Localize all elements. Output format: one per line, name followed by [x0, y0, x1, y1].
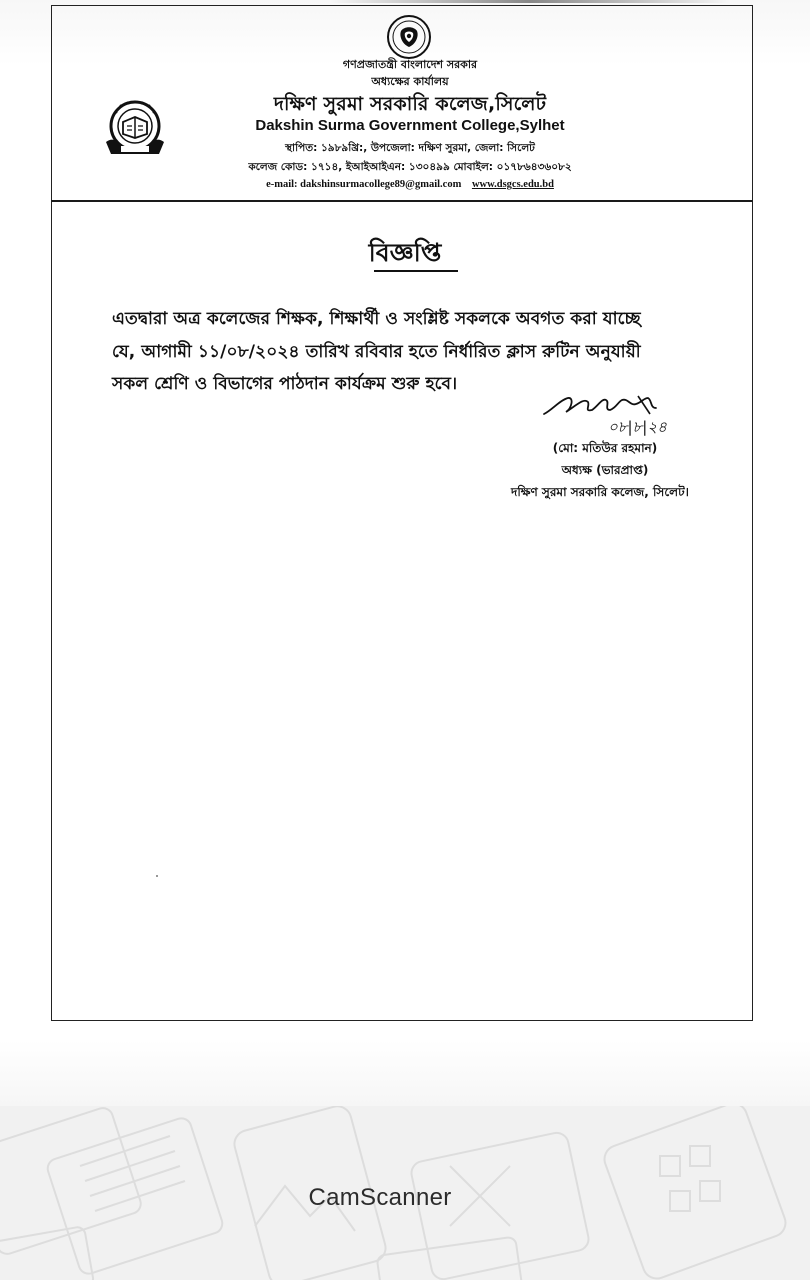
header-divider — [51, 200, 753, 202]
email-text: e-mail: dakshinsurmacollege89@gmail.com — [266, 179, 462, 190]
signer-title: অধ্যক্ষ (ভারপ্রাপ্ত) — [561, 463, 649, 477]
scan-top-edge-shadow — [330, 0, 730, 3]
handwritten-signature — [538, 392, 678, 438]
signer-name: (মো: মতিউর রহমান) — [552, 441, 658, 455]
handwritten-date: ০৮|৮|২৪ — [608, 418, 667, 436]
notice-body-line: সকল শ্রেণি ও বিভাগের পাঠদান কার্যক্রম শুরু হবে। — [112, 374, 458, 394]
bangladesh-national-emblem-icon — [386, 14, 432, 60]
college-name-english: Dakshin Surma Government College,Sylhet — [255, 117, 565, 134]
college-codes-line: কলেজ কোড: ১৭১৪, ইআইআইএন: ১৩০৪৯৯ মোবাইল: ০১৭৮৬৪৩৬০৮২ — [248, 161, 572, 173]
camscanner-footer — [0, 1106, 810, 1280]
camscanner-watermark: CamScanner — [308, 1184, 452, 1211]
notice-title-underline — [374, 270, 458, 272]
contact-line — [200, 179, 620, 190]
college-name-bangla: দক্ষিণ সুরমা সরকারি কলেজ,সিলেট — [273, 93, 547, 115]
scan-speck — [156, 875, 158, 877]
office-line: অধ্যক্ষের কার্যালয় — [371, 75, 449, 88]
government-line: গণপ্রজাতন্ত্রী বাংলাদেশ সরকার — [342, 58, 478, 71]
establishment-line: স্থাপিত: ১৯৮৯খ্রি:, উপজেলা: দক্ষিণ সুরমা, জেলা: সিলেট — [285, 142, 535, 154]
notice-title: বিজ্ঞপ্তি — [368, 238, 442, 267]
notice-body-line: এতদ্বারা অত্র কলেজের শিক্ষক, শিক্ষার্থী ও সংশ্লিষ্ট সকলকে অবগত করা যাচ্ছে — [112, 309, 641, 329]
signer-organization: দক্ষিণ সুরমা সরকারি কলেজ, সিলেট। — [511, 485, 689, 499]
website-link[interactable]: www.dsgcs.edu.bd — [471, 179, 554, 190]
college-seal-icon — [103, 96, 167, 160]
notice-body-line: যে, আগামী ১১/০৮/২০২৪ তারিখ রবিবার হতে নির্ধারিত ক্লাস রুটিন অনুযায়ী — [112, 342, 641, 362]
